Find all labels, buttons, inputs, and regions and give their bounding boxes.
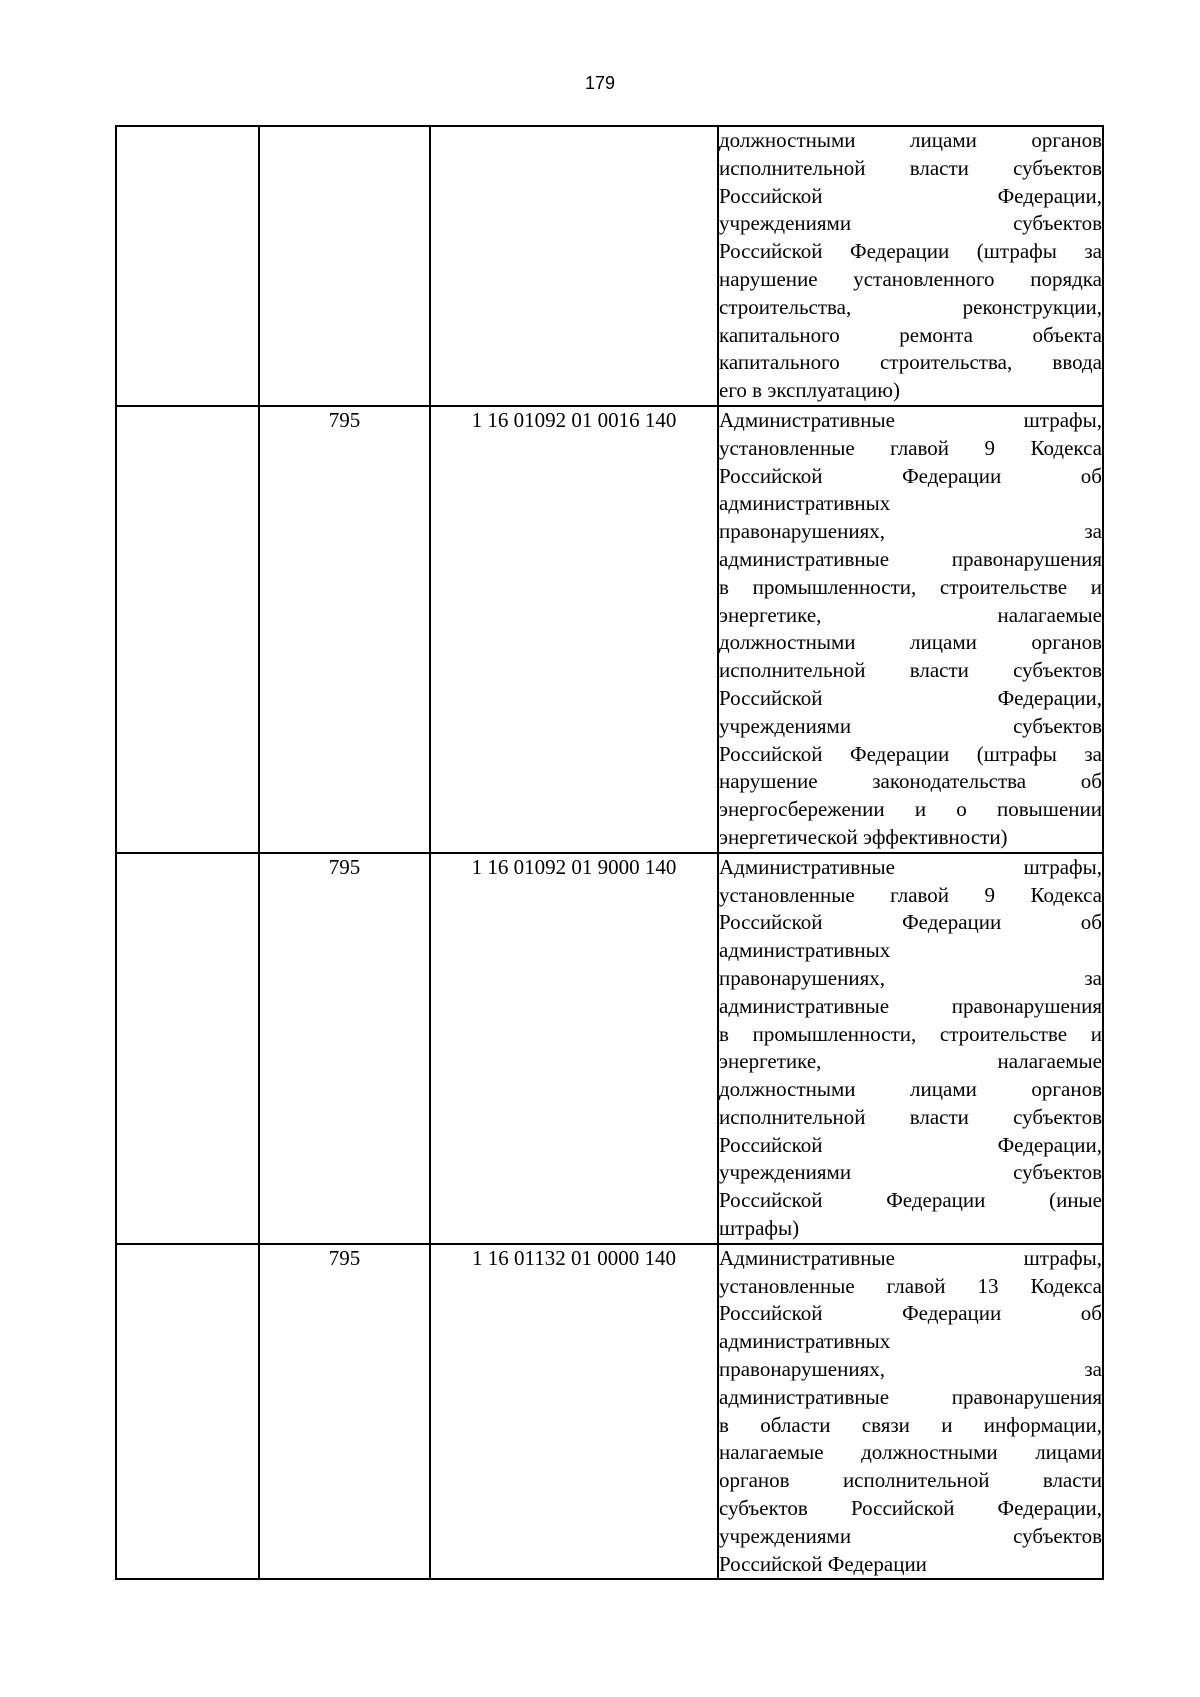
description-line: нарушение законодательства об — [719, 769, 1102, 794]
description-line: энергетике, налагаемые — [719, 1049, 1102, 1074]
description-line: Российской Федерации (штрафы за — [719, 741, 1102, 766]
empty-cell — [116, 853, 259, 1244]
description-line: субъектов Российской Федерации, — [719, 1496, 1102, 1521]
description-line: его в эксплуатацию) — [719, 378, 900, 403]
budget-code-cell: 1 16 01132 01 0000 140 — [430, 1244, 718, 1580]
description-line: учреждениями субъектов — [719, 713, 1102, 738]
description-line: правонарушениях, за — [719, 965, 1102, 990]
description-line: Российской Федерации (иные — [719, 1188, 1102, 1213]
description-line: Российской Федерации — [719, 1551, 927, 1576]
description-line: Российской Федерации об — [719, 1301, 1102, 1326]
description-line: исполнительной власти субъектов — [719, 1104, 1102, 1129]
description-line: энергетической эффективности) — [719, 824, 1008, 849]
budget-code-table — [115, 125, 1104, 1580]
description-line: административных — [719, 938, 891, 963]
admin-code-cell: 795 — [259, 1244, 430, 1580]
description-line: Российской Федерации (штрафы за — [719, 239, 1102, 264]
description-line: Административные штрафы, — [719, 854, 1102, 879]
description-line: установленные главой 9 Кодекса — [719, 882, 1102, 907]
description-line: административные правонарушения — [719, 1384, 1102, 1409]
empty-cell — [116, 126, 259, 406]
budget-code-cell: 1 16 01092 01 0016 140 — [430, 406, 718, 853]
description-line: Административные штрафы, — [719, 1245, 1102, 1270]
empty-cell — [116, 1244, 259, 1580]
description-line: административные правонарушения — [719, 546, 1102, 571]
table-row — [116, 853, 1103, 1244]
description-line: исполнительной власти субъектов — [719, 155, 1102, 180]
description-line: строительства, реконструкции, — [719, 294, 1102, 319]
table-body — [116, 126, 1103, 1579]
description-line: административных — [719, 491, 891, 516]
description-line: правонарушениях, за — [719, 1357, 1102, 1382]
description-cell — [718, 126, 1103, 406]
description-cell — [718, 1244, 1103, 1580]
description-line: Российской Федерации, — [719, 1132, 1102, 1157]
table-row — [116, 406, 1103, 853]
description-line: Российской Федерации об — [719, 910, 1102, 935]
description-line: правонарушениях, за — [719, 519, 1102, 544]
admin-code-cell: 795 — [259, 406, 430, 853]
description-line: установленные главой 9 Кодекса — [719, 435, 1102, 460]
description-line: установленные главой 13 Кодекса — [719, 1273, 1102, 1298]
description-line: Российской Федерации, — [719, 183, 1102, 208]
description-line: должностными лицами органов — [719, 128, 1102, 152]
description-line: административные правонарушения — [719, 993, 1102, 1018]
description-line: Российской Федерации об — [719, 463, 1102, 488]
description-line: налагаемые должностными лицами — [719, 1440, 1102, 1465]
description-line: должностными лицами органов — [719, 630, 1102, 655]
description-line: должностными лицами органов — [719, 1077, 1102, 1102]
admin-code-cell — [259, 126, 430, 406]
description-line: учреждениями субъектов — [719, 1160, 1102, 1185]
description-line: исполнительной власти субъектов — [719, 658, 1102, 683]
description-line: штрафы) — [719, 1216, 800, 1241]
description-line: учреждениями субъектов — [719, 1523, 1102, 1548]
description-line: органов исполнительной власти — [719, 1468, 1102, 1493]
admin-code-cell: 795 — [259, 853, 430, 1244]
description-line: энергетике, налагаемые — [719, 602, 1102, 627]
description-line: энергосбережении и о повышении — [719, 797, 1102, 822]
description-line: Административные штрафы, — [719, 407, 1102, 432]
budget-code-cell: 1 16 01092 01 9000 140 — [430, 853, 718, 1244]
description-line: капитального ремонта объекта — [719, 322, 1102, 347]
description-line: в промышленности, строительстве и — [719, 1021, 1102, 1046]
description-line: учреждениями субъектов — [719, 211, 1102, 236]
page-number: 179 — [584, 73, 616, 93]
description-line: в области связи и информации, — [719, 1412, 1102, 1437]
table-row — [116, 1244, 1103, 1580]
description-line: в промышленности, строительстве и — [719, 574, 1102, 599]
budget-code-cell — [430, 126, 718, 406]
empty-cell — [116, 406, 259, 853]
description-cell — [718, 406, 1103, 853]
description-line: Российской Федерации, — [719, 685, 1102, 710]
description-cell — [718, 853, 1103, 1244]
description-line: административных — [719, 1329, 891, 1354]
description-line: нарушение установленного порядка — [719, 266, 1102, 291]
table-row — [116, 126, 1103, 406]
description-line: капитального строительства, ввода — [719, 350, 1102, 375]
